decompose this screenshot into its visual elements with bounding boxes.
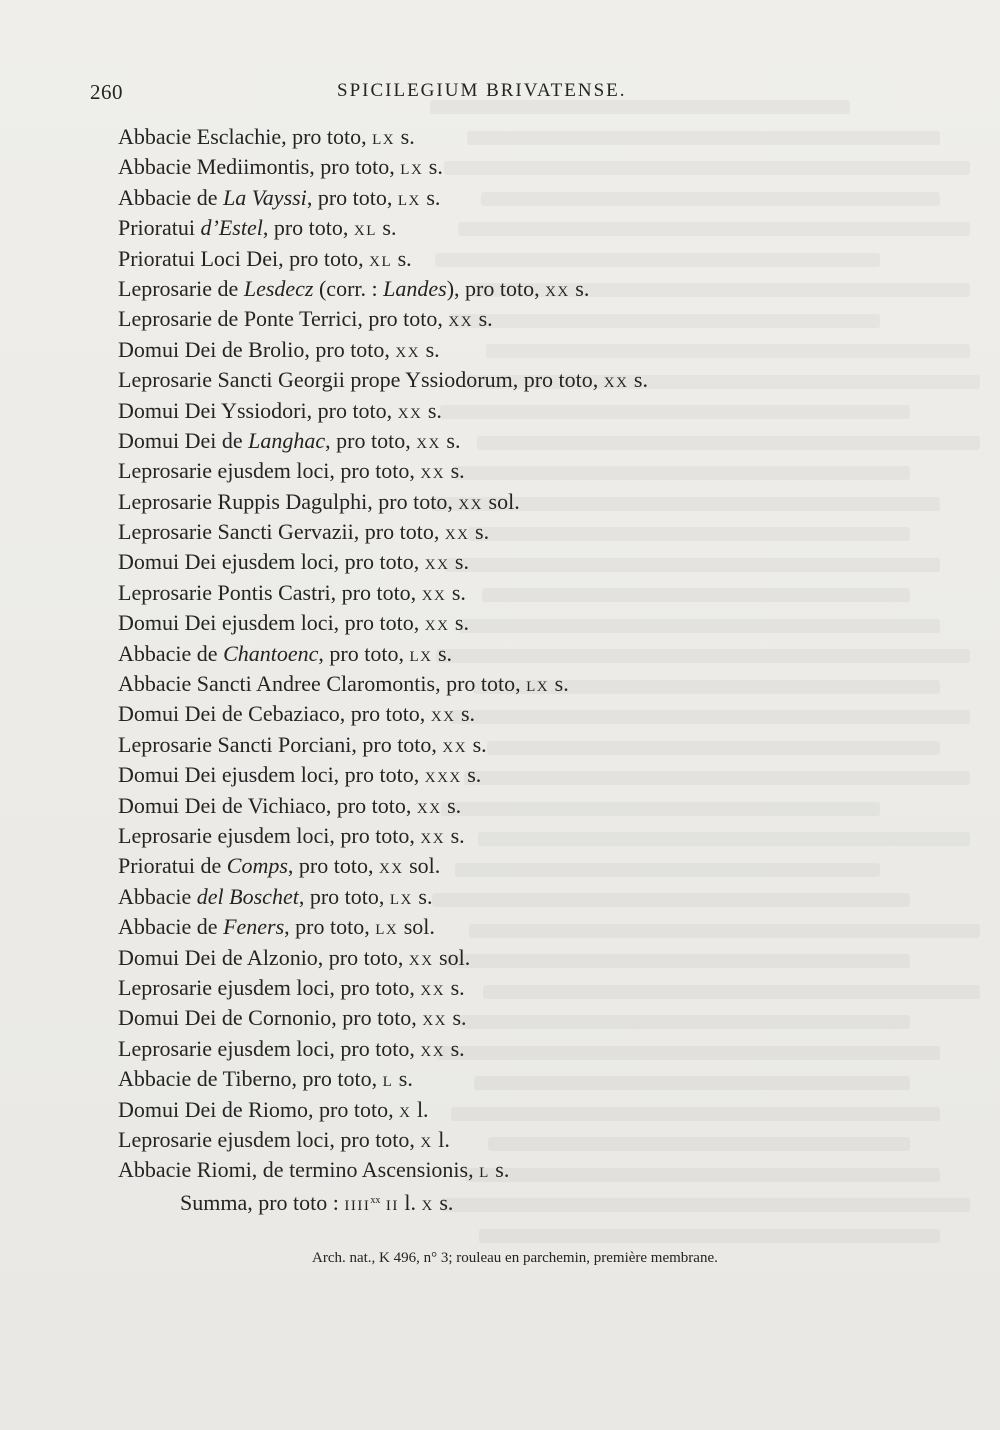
entry-text: s. [489,1157,510,1183]
entry-text: s. [467,731,487,757]
entry-text: s. [569,275,590,301]
entry-text: Domui Dei de [118,427,249,453]
entry-line [118,456,878,486]
entry-line [118,547,878,577]
entry-text: Abbacie Esclachie, pro toto, [118,124,373,149]
page-header [90,80,650,110]
italic-place-name: Langhac [248,427,326,453]
entry-text: s. [395,124,415,149]
entry-line [118,1003,878,1033]
entry-line [118,912,878,942]
italic-place-name: del Boschet [196,883,299,909]
entry-text: Leprosarie Sancti Gervazii, pro toto, [118,519,445,545]
entry-text: Domui Dei ejusdem loci, pro toto, [118,610,425,636]
italic-place-name: Feners [223,914,285,940]
entry-text: s. [412,883,433,909]
entry-text: Abbacie de Tiberno, pro toto, [118,1066,383,1092]
entry-text: s. [445,974,465,1000]
source-citation: Arch. nat., K 496, n° 3; rouleau en parchemin, première membrane. [312,1250,718,1266]
roman-numeral: XX [424,557,450,574]
entry-text: Leprosarie de Ponte Terrici, pro toto, [118,306,449,332]
entry-text: Leprosarie ejusdem loci, pro toto, [118,974,421,1000]
entry-text: , pro toto, [298,883,390,909]
roman-numeral: XL [369,253,393,270]
italic-place-name: Comps [226,853,288,879]
entry-text: Abbacie de [118,914,224,940]
entry-text: Prioratui de [118,853,227,879]
entry-text: Domui Dei ejusdem loci, pro toto, [118,762,425,788]
roman-numeral: XX [420,982,446,999]
entry-text: , pro toto, [306,184,398,210]
entry-text: s. [445,822,465,848]
entry-text: s. [420,184,441,210]
entry-line [118,851,878,881]
entry-line [118,244,878,274]
roman-numeral: XX [448,314,474,331]
entry-text: s. [473,306,493,332]
entry-line [118,304,878,334]
entry-line [118,487,878,517]
entry-text: Domui Dei de Alzonio, pro toto, [118,944,409,970]
entry-text: s. [422,397,442,423]
entry-text: , pro toto, [287,853,379,879]
entry-line [118,274,878,304]
roman-numeral: XX [378,861,404,878]
entry-line [118,730,878,760]
entry-text: s. [549,671,569,697]
entry-text: Summa, pro toto : [180,1189,345,1215]
entry-text: ), pro toto, [446,275,546,301]
roman-numeral: XX [416,800,442,817]
entry-text: s. [628,367,648,393]
entry-line [118,122,878,152]
roman-numeral: XX [420,830,446,847]
italic-place-name: La Vayssi [223,184,307,210]
roman-numeral: XX [545,283,570,300]
entry-text: sol. [483,488,520,514]
entry-text: Domui Dei Yssiodori, pro toto, [118,397,398,423]
entry-text: s. [469,519,490,545]
italic-place-name: Landes [383,275,447,301]
roman-numeral: XX [421,587,447,604]
entry-text: s. [445,458,465,484]
roman-numeral: XX [397,405,423,422]
entry-line [118,699,878,729]
roman-numeral: LX [375,922,399,939]
roman-numeral: XX [416,435,441,452]
entry-line [118,669,878,699]
roman-numeral: LX [526,679,550,696]
entry-text: Abbacie de [118,640,224,666]
entry-line [118,882,878,912]
entry-text: Leprosarie Pontis Castri, pro toto, [118,579,422,605]
roman-numeral: XX [422,1013,447,1030]
italic-place-name: Lesdecz [243,275,314,301]
roman-numeral: XXX [424,770,462,787]
entry-line [118,760,878,790]
entry-text: sol. [398,914,435,940]
roman-numeral: X [399,1104,412,1121]
roman-numeral: XX [442,739,468,756]
entry-text: s. [392,245,412,271]
roman-numeral: XX [458,496,484,513]
entry-text: s. [461,762,482,788]
entry-line [118,608,878,638]
entry-text: l. [398,1189,422,1215]
page-number: 260 [90,80,123,104]
entry-line [118,1034,878,1064]
entry-text: sol. [433,944,471,970]
roman-numeral: X [421,1197,434,1214]
entry-line [118,821,878,851]
entry-text: s. [432,640,453,666]
entry-text: Leprosarie Ruppis Dagulphi, pro toto, [118,488,459,514]
entry-text: Prioratui [118,215,201,241]
entry-list [118,122,878,1216]
entry-text: Leprosarie de [118,275,244,301]
roman-numeral: L [479,1165,490,1182]
entry-text: s. [393,1066,413,1092]
entry-text: s. [445,1035,465,1061]
entry-text: Leprosarie Sancti Georgii prope Yssiodorum, pro toto, [118,367,604,393]
roman-numeral: LX [389,891,413,908]
roman-numeral: II [385,1197,399,1214]
entry-text: Leprosarie ejusdem loci, pro toto, [118,458,421,484]
roman-numeral: X [420,1134,433,1151]
entry-text: Prioratui Loci Dei, pro toto, [118,245,370,271]
entry-text: Leprosarie ejusdem loci, pro toto, [118,1035,421,1061]
entry-text: s. [446,1005,467,1031]
entry-text: s. [446,579,466,605]
entry-text: Abbacie [118,883,197,909]
entry-text: , pro toto, [325,427,417,453]
entry-text: s. [376,215,397,241]
italic-place-name: Chantoenc [223,640,319,666]
entry-text: s. [420,336,440,362]
entry-line [118,365,878,395]
entry-text: sol. [403,853,441,879]
entry-text: , pro toto, [318,640,410,666]
roman-numeral: LX [409,648,433,665]
roman-numeral: XX [395,344,421,361]
entry-line [118,1095,878,1125]
roman-numeral: XX [444,527,470,544]
entry-line [118,183,878,213]
running-head: SPICILEGIUM BRIVATENSE. [337,80,627,101]
entry-text: Abbacie Riomi, de termino Ascensionis, [118,1157,480,1183]
entry-line [118,335,878,365]
roman-numeral: XX [430,709,456,726]
entry-line [118,1155,878,1185]
entry-text: s. [441,792,462,818]
entry-text: , pro toto, [262,215,354,241]
roman-numeral: IIII [344,1197,371,1214]
entry-text: , pro toto, [284,914,376,940]
roman-numeral: XX [420,1043,446,1060]
entry-text: Domui Dei de Vichiaco, pro toto, [118,792,417,818]
entry-line [118,1064,878,1094]
entry-text: s. [449,610,469,636]
entry-text: Abbacie Sancti Andree Claromontis, pro toto, [118,671,527,697]
roman-numeral: LX [397,192,421,209]
roman-numeral: XX [408,952,434,969]
entry-text: s. [433,1189,454,1215]
entry-text: s. [440,427,461,453]
roman-numeral: XX [420,466,446,483]
entry-text: Abbacie Mediimontis, pro toto, [118,154,401,180]
entry-line [118,973,878,1003]
entry-line [118,426,878,456]
entry-line [118,517,878,547]
entry-text: Domui Dei de Brolio, pro toto, [118,336,396,362]
entry-text: Leprosarie Sancti Porciani, pro toto, [118,731,443,757]
entry-text: (corr. : [313,275,384,301]
entry-line [118,791,878,821]
entry-line [118,639,878,669]
roman-numeral: L [382,1074,394,1091]
entry-line [118,1125,878,1155]
entry-text: Abbacie de [118,184,224,210]
roman-numeral: LX [400,162,424,179]
entry-text: Domui Dei de Riomo, pro toto, [118,1096,400,1122]
entry-text: s. [449,549,469,575]
entry-line [118,213,878,243]
italic-place-name: d’Estel [200,215,263,241]
entry-text: Domui Dei de Cornonio, pro toto, [118,1005,423,1031]
entry-line [118,943,878,973]
roman-numeral: LX [372,132,396,148]
roman-numeral: XL [353,223,377,240]
entry-text: Leprosarie ejusdem loci, pro toto, [118,822,421,848]
entry-text: s. [455,701,476,727]
superscript-numeral: xx [370,1194,381,1206]
roman-numeral: XX [603,375,629,392]
entry-text: Domui Dei de Cebaziaco, pro toto, [118,701,431,727]
entry-line [118,396,878,426]
entry-text: s. [423,154,443,180]
roman-numeral: XX [424,618,450,635]
entry-text: l. [411,1096,429,1122]
entry-line [118,152,878,182]
entry-text: l. [432,1126,450,1152]
entry-line [118,578,878,608]
entry-text: Leprosarie ejusdem loci, pro toto, [118,1126,421,1152]
entry-text: Domui Dei ejusdem loci, pro toto, [118,549,425,575]
show-through-line [479,1229,940,1243]
summa-line [118,1186,878,1216]
